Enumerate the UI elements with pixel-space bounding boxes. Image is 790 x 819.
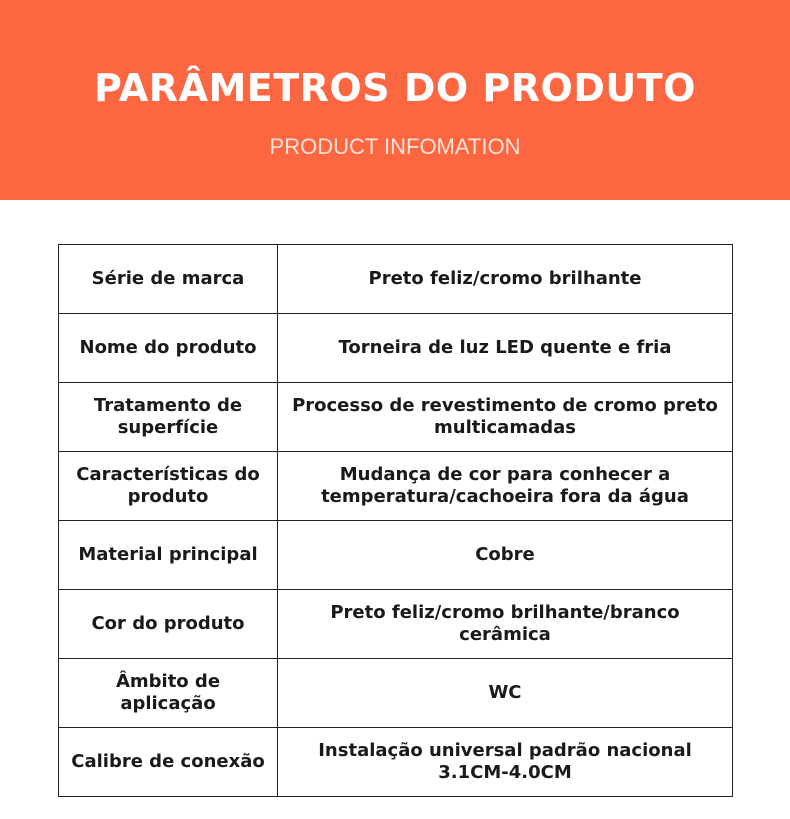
table-row bbox=[59, 659, 733, 728]
spec-value: Instalação universal padrão nacional 3.1CM-4.0CM bbox=[278, 728, 733, 797]
table-row bbox=[59, 383, 733, 452]
page-title: PARÂMETROS DO PRODUTO bbox=[94, 66, 696, 110]
spec-value: Mudança de cor para conhecer a temperatura/cachoeira fora da água bbox=[278, 452, 733, 521]
spec-label: Série de marca bbox=[59, 245, 278, 314]
spec-value: Processo de revestimento de cromo preto multicamadas bbox=[278, 383, 733, 452]
spec-label: Âmbito de aplicação bbox=[59, 659, 278, 728]
header-banner bbox=[0, 0, 790, 200]
spec-value: WC bbox=[278, 659, 733, 728]
spec-value: Preto feliz/cromo brilhante/branco cerâmica bbox=[278, 590, 733, 659]
spec-label: Características do produto bbox=[59, 452, 278, 521]
product-spec-table bbox=[58, 244, 733, 797]
table-row bbox=[59, 728, 733, 797]
spec-label: Nome do produto bbox=[59, 314, 278, 383]
spec-value: Cobre bbox=[278, 521, 733, 590]
page-subtitle: PRODUCT INFOMATION bbox=[269, 134, 521, 159]
spec-label: Cor do produto bbox=[59, 590, 278, 659]
spec-label: Material principal bbox=[59, 521, 278, 590]
table-row bbox=[59, 521, 733, 590]
spec-label: Tratamento de superfície bbox=[59, 383, 278, 452]
table-row bbox=[59, 590, 733, 659]
spec-label: Calibre de conexão bbox=[59, 728, 278, 797]
table-row bbox=[59, 314, 733, 383]
spec-value: Torneira de luz LED quente e fria bbox=[278, 314, 733, 383]
spec-value: Preto feliz/cromo brilhante bbox=[278, 245, 733, 314]
table-row bbox=[59, 452, 733, 521]
table-row bbox=[59, 245, 733, 314]
